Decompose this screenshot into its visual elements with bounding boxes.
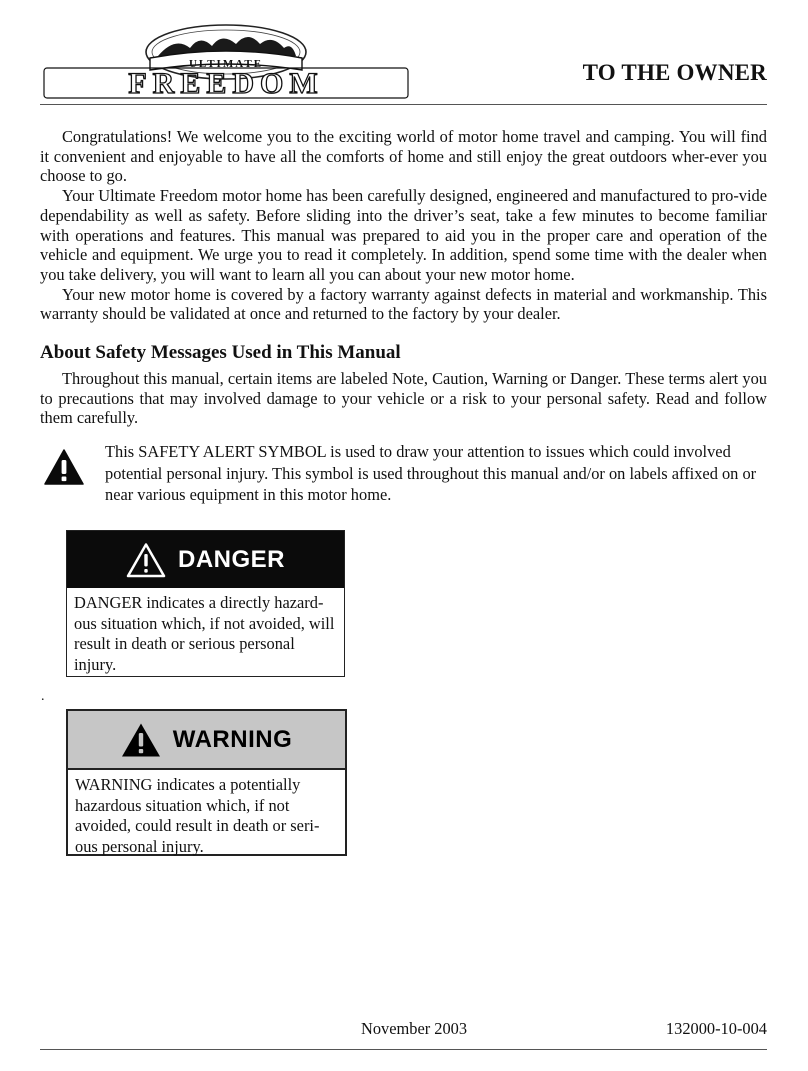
warning-triangle-icon — [121, 722, 161, 758]
warning-description: WARNING indicates a potentially hazardous situation which, if not avoided, could result in death or seri-ous personal injury. — [75, 775, 320, 856]
header-divider — [40, 104, 767, 105]
warning-triangle-icon — [126, 542, 166, 578]
safety-alert-icon — [44, 449, 84, 485]
logo-graphic — [40, 22, 412, 102]
intro-paragraph-2: Your Ultimate Freedom motor home has been carefully designed, engineered and manufactured to pro-vide dependability as well as safety. Before sliding into the driver’s seat, take a few minutes to become familiar with operations and features. This manual was prepared to aid you in the proper care and operation of the vehicle and equipment. We urge you to read it completely. In addition, spend some time with the dealer when you take delivery, you will want to learn all you can about your new motor home. — [40, 186, 767, 284]
danger-description: DANGER indicates a directly hazard-ous situation which, if not avoided, will result in death or serious personal injury. — [74, 593, 335, 674]
warning-label: WARNING — [172, 725, 293, 753]
logo-freedom-text: FREEDOM — [128, 67, 324, 100]
page-title: TO THE OWNER — [582, 60, 767, 85]
separator-mark: . — [41, 689, 45, 704]
intro-paragraph-1: Congratulations! We welcome you to the exciting world of motor home travel and camping. You will find it convenient and enjoyable to have all the comforts of home and still enjoy the great outdoors wher-ever you choose to go. — [40, 127, 767, 186]
ultimate-freedom-logo — [40, 22, 412, 102]
safety-intro-paragraph: Throughout this manual, certain items are labeled Note, Caution, Warning or Danger. These terms alert you to precautions that may involved damage to your vehicle or a risk to your personal safety. Read and follow them carefully. — [40, 369, 767, 428]
main-content — [40, 127, 767, 428]
danger-sign — [66, 530, 345, 677]
danger-label: DANGER — [177, 545, 285, 573]
warning-sign — [66, 709, 347, 856]
logo-ultimate-text: ULTIMATE — [188, 58, 264, 70]
safety-alert-explanation — [44, 441, 767, 511]
footer-document-code: 132000-10-004 — [665, 1019, 767, 1038]
footer-divider — [40, 1049, 767, 1050]
warning-header-band — [68, 711, 345, 770]
intro-paragraph-3: Your new motor home is covered by a factory warranty against defects in material and workmanship. This warranty should be validated at once and returned to the factory by your dealer. — [40, 284, 767, 324]
section-heading-safety: About Safety Messages Used in This Manual — [40, 342, 401, 364]
safety-alert-text: This SAFETY ALERT SYMBOL is used to draw your attention to issues which could involved potential personal injury. This symbol is used throughout this manual and/or on labels affixed on or near various equipment in this motor home. — [105, 442, 757, 504]
danger-header-band — [67, 531, 344, 588]
footer-date: November 2003 — [361, 1019, 468, 1038]
page-header — [40, 22, 767, 106]
